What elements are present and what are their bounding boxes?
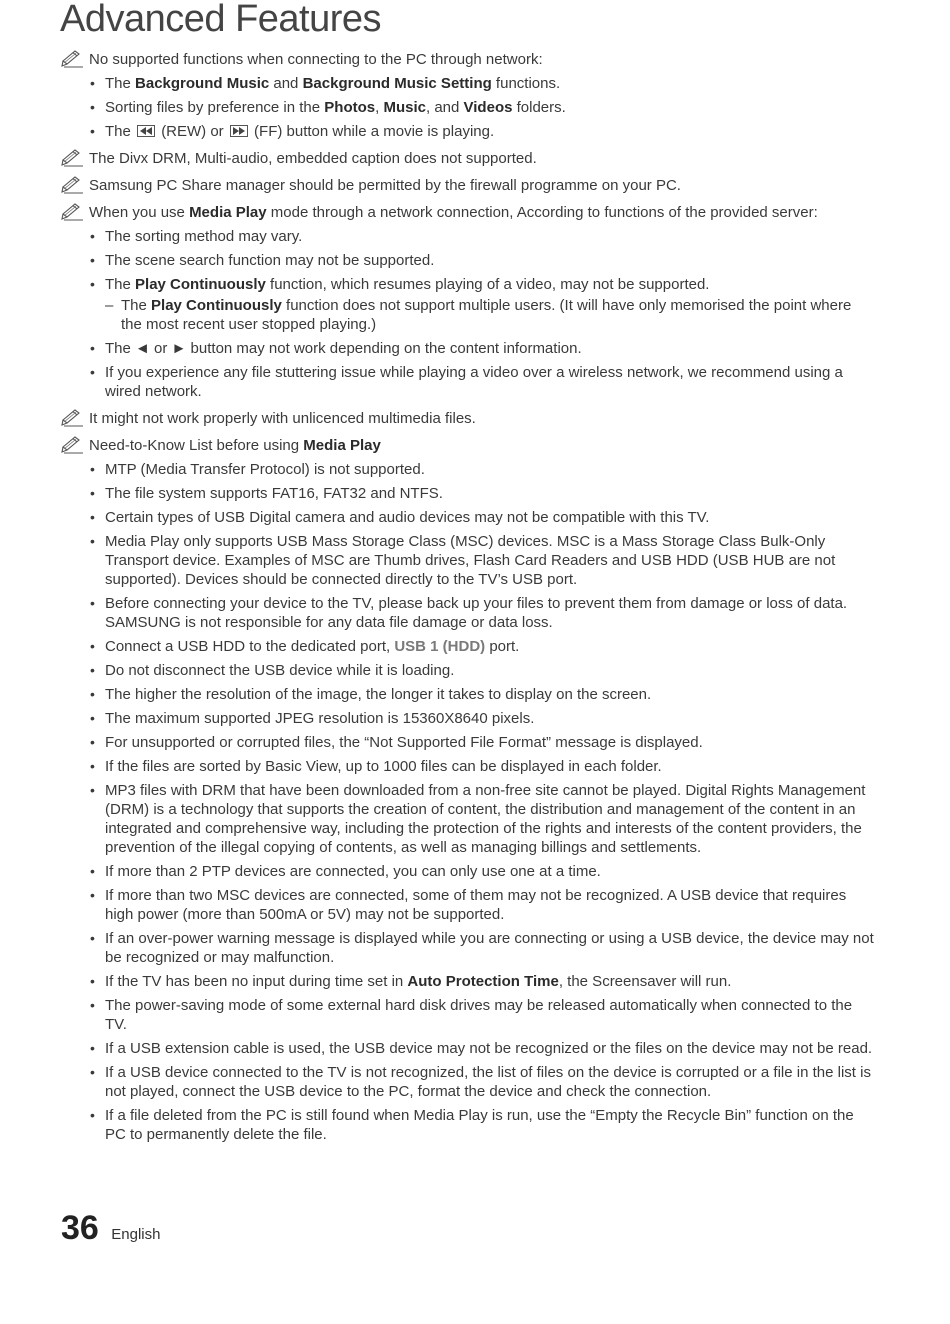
page-footer (61, 1208, 160, 1248)
page-number: 36 (61, 1209, 99, 1247)
list-item: • If a USB device connected to the TV is not recognized, the list of files on the device is corrupted or a file in the list is not played, connect the USB device to the PC, format the device and check the connection. (105, 1063, 876, 1101)
page-content (61, 50, 876, 1144)
note-unlicenced-files (61, 409, 876, 428)
note-pencil-icon (61, 201, 85, 221)
note-pencil-icon (61, 174, 85, 194)
note-text: It might not work properly with unlicenced multimedia files. (89, 410, 476, 427)
list-item: • For unsupported or corrupted files, the “Not Supported File Format” message is displayed. (105, 733, 876, 752)
list-item: • If you experience any file stuttering issue while playing a video over a wireless network, we recommend using a wired network. (105, 363, 876, 401)
list-item: • Certain types of USB Digital camera and audio devices may not be compatible with this TV. (105, 508, 876, 527)
list-item: • Connect a USB HDD to the dedicated port, USB 1 (HDD) port. (105, 637, 876, 656)
note-text: Samsung PC Share manager should be permitted by the firewall programme on your PC. (89, 177, 681, 194)
list-item: • If the TV has been no input during time set in Auto Protection Time, the Screensaver will run. (105, 972, 876, 991)
need-to-know-list (61, 460, 876, 1144)
list-item: • The power-saving mode of some external hard disk drives may be released automatically when connected to the TV. (105, 996, 876, 1034)
note-text: When you use Media Play mode through a network connection, According to functions of the provided server: (89, 204, 818, 221)
list-item: • If a USB extension cable is used, the USB device may not be recognized or the files on the device may not be read. (105, 1039, 876, 1058)
list-item: • Media Play only supports USB Mass Storage Class (MSC) devices. MSC is a Mass Storage Class Bulk-Only Transport device. Examples of MSC are Thumb drives, Flash Card Readers and USB HDD (USB HUB are not supported). Devices should be connected directly to the TV’s USB port. (105, 532, 876, 589)
list-item: • Do not disconnect the USB device while it is loading. (105, 661, 876, 680)
note-media-play-network (61, 203, 876, 222)
list-item: • The (REW) or (FF) button while a movie is playing. (105, 122, 876, 141)
note-pencil-icon (61, 147, 85, 167)
list-item: • The ◄ or ► button may not work depending on the content information. (105, 339, 876, 358)
usb-port-label: USB 1 (HDD) (394, 638, 486, 655)
bullet-list (61, 74, 876, 141)
list-item: • Before connecting your device to the TV, please back up your files to prevent them from damage or loss of data. SAMSUNG is not responsible for any data file damage or data loss. (105, 594, 876, 632)
note-pencil-icon (61, 407, 85, 427)
bullet-list (61, 227, 876, 401)
list-item: • The maximum supported JPEG resolution is 15360X8640 pixels. (105, 709, 876, 728)
note-pencil-icon (61, 434, 85, 454)
note-no-pc-network-functions (61, 50, 876, 69)
list-item: • Sorting files by preference in the Photos, Music, and Videos folders. (105, 98, 876, 117)
list-item: • The sorting method may vary. (105, 227, 876, 246)
note-pencil-icon (61, 48, 85, 68)
rewind-icon (137, 125, 155, 137)
list-item: • If a file deleted from the PC is still found when Media Play is run, use the “Empty the Recycle Bin” function on the PC to permanently delete the file. (105, 1106, 876, 1144)
language-label: English (111, 1226, 161, 1243)
note-text: Need-to-Know List before using Media Play (89, 437, 381, 454)
list-item: • If the files are sorted by Basic View, up to 1000 files can be displayed in each folder. (105, 757, 876, 776)
sub-list-item: – The Play Continuously function does not support multiple users. (It will have only memorised the point where the most recent user stopped playing.) (105, 296, 874, 334)
note-pc-share-manager (61, 176, 876, 195)
note-text: No supported functions when connecting to the PC through network: (89, 51, 543, 68)
list-item: • If more than two MSC devices are connected, some of them may not be recognized. A USB device that requires high power (more than 500mA or 5V) may not be supported. (105, 886, 876, 924)
list-item: • MP3 files with DRM that have been downloaded from a non-free site cannot be played. Digital Rights Management (DRM) is a technology that supports the creation of content, the distribution and management of the content in an integrated and comprehensive way, including the protection of the rights and interests of the content providers, the prevention of the illegal copying of contents, as well as managing billings and settlements. (105, 781, 876, 857)
note-text: The Divx DRM, Multi-audio, embedded caption does not supported. (89, 150, 537, 167)
list-item: • If an over-power warning message is displayed while you are connecting or using a USB device, the device may not be recognized or may malfunction. (105, 929, 876, 967)
list-item: • The Background Music and Background Music Setting functions. (105, 74, 876, 93)
page-title: Advanced Features (60, 0, 382, 40)
note-need-to-know (61, 436, 876, 455)
list-item: • The higher the resolution of the image, the longer it takes to display on the screen. (105, 685, 876, 704)
list-item: • The Play Continuously function, which resumes playing of a video, may not be supported. – The Play Continuously function does not support multiple users. (It will have only memorised the point where the most recent user stopped playing.) (105, 275, 876, 334)
list-item: • MTP (Media Transfer Protocol) is not supported. (105, 460, 876, 479)
note-divx-drm (61, 149, 876, 168)
fast-forward-icon (230, 125, 248, 137)
list-item: • The scene search function may not be supported. (105, 251, 876, 270)
list-item: • The file system supports FAT16, FAT32 and NTFS. (105, 484, 876, 503)
list-item: • If more than 2 PTP devices are connected, you can only use one at a time. (105, 862, 876, 881)
